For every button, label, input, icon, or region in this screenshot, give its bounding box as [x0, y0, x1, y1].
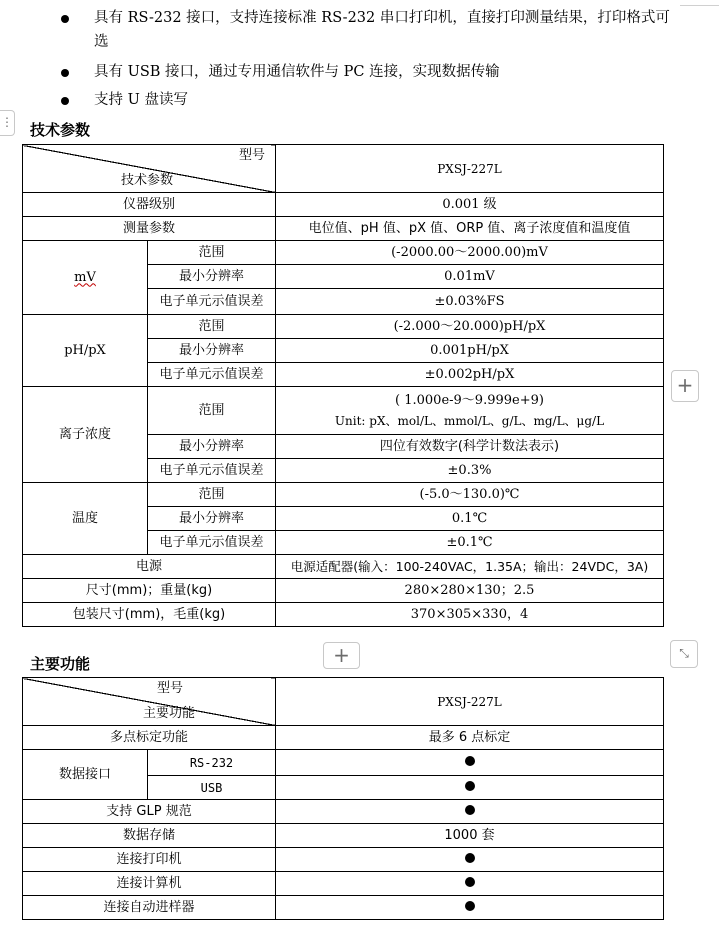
row-value: 1000 套: [276, 824, 664, 848]
row-label: 电子单元示值误差: [148, 289, 276, 315]
table-row: [23, 726, 664, 750]
group-label-data-interface: 数据接口: [23, 750, 148, 800]
row-value: 280×280×130；2.5: [276, 579, 664, 603]
table-row: [23, 824, 664, 848]
group-label-ion: 离子浓度: [23, 387, 148, 483]
header-model-label: 型号: [156, 681, 183, 696]
group-label-temp: 温度: [23, 483, 148, 555]
table-row: [23, 579, 664, 603]
table-row: [23, 603, 664, 627]
bullet-usb: 具有 USB 接口，通过专用通信软件与 PC 连接，实现数据传输: [58, 60, 678, 84]
row-label: 最小分辨率: [148, 339, 276, 363]
row-label: 最小分辨率: [148, 265, 276, 289]
diagonal-header-cell: [23, 678, 276, 726]
ion-range-value: [276, 387, 664, 435]
table-row: [23, 896, 664, 920]
row-value: 最多 6 点标定: [276, 726, 664, 750]
table-row: [23, 193, 664, 217]
row-value: ±0.3%: [276, 459, 664, 483]
row-label: 范围: [148, 241, 276, 265]
row-label: 最小分辨率: [148, 507, 276, 531]
add-row-plus-icon[interactable]: +: [323, 642, 360, 669]
row-value: [276, 776, 664, 800]
table-row: [23, 315, 664, 339]
row-value: (-5.0～130.0)℃: [276, 483, 664, 507]
row-label: 支持 GLP 规范: [23, 800, 276, 824]
row-label: 电子单元示值误差: [148, 531, 276, 555]
row-label: 电子单元示值误差: [148, 459, 276, 483]
row-label: 数据存储: [23, 824, 276, 848]
main-functions-table: [22, 677, 664, 920]
row-label: 尺寸(mm)；重量(kg): [23, 579, 276, 603]
row-label: 最小分辨率: [148, 435, 276, 459]
row-label: 电子单元示值误差: [148, 363, 276, 387]
bullet-udisk: 支持 U 盘读写: [58, 88, 678, 112]
row-label: 范围: [148, 483, 276, 507]
row-label: USB: [148, 776, 276, 800]
row-value: 370×305×330，4: [276, 603, 664, 627]
supported-dot-icon: [465, 877, 475, 887]
header-functions-label: 主要功能: [143, 706, 196, 721]
row-value: 电位值、pH 值、pX 值、ORP 值、离子浓度值和温度值: [276, 217, 664, 241]
supported-dot-icon: [465, 805, 475, 815]
row-value: [276, 800, 664, 824]
row-label: 测量参数: [23, 217, 276, 241]
row-value: ±0.03%FS: [276, 289, 664, 315]
row-label: 范围: [148, 315, 276, 339]
row-label: 范围: [148, 387, 276, 435]
row-label: 连接打印机: [23, 848, 276, 872]
supported-dot-icon: [465, 781, 475, 791]
group-label-mv: [23, 241, 148, 315]
supported-dot-icon: [465, 853, 475, 863]
diagonal-header-cell: [23, 145, 276, 193]
row-label: 连接自动进样器: [23, 896, 276, 920]
model-number: PXSJ-227L: [276, 145, 664, 193]
group-label-ph: pH/pX: [23, 315, 148, 387]
row-label: RS-232: [148, 750, 276, 776]
table-row: [23, 241, 664, 265]
table-row: [23, 872, 664, 896]
row-value: 0.001 级: [276, 193, 664, 217]
header-model-label: 型号: [238, 148, 265, 163]
row-label: 仪器级别: [23, 193, 276, 217]
ion-unit-line: Unit: pX、mol/L、mmol/L、g/L、mg/L、μg/L: [334, 413, 605, 428]
row-value: 电源适配器(输入：100-240VAC，1.35A；输出：24VDC，3A): [276, 555, 664, 579]
mv-label: mV: [74, 269, 96, 285]
table-row: [23, 145, 664, 193]
row-label: 连接计算机: [23, 872, 276, 896]
row-value: 0.1℃: [276, 507, 664, 531]
row-value: [276, 750, 664, 776]
table-row: [23, 217, 664, 241]
row-value: ±0.1℃: [276, 531, 664, 555]
section-title-tech-params: 技术参数: [30, 121, 91, 139]
model-number: PXSJ-227L: [276, 678, 664, 726]
bullet-rs232: 具有 RS-232 接口，支持连接标准 RS-232 串口打印机，直接打印测量结果，打印格式可选: [58, 6, 678, 54]
row-value: [276, 896, 664, 920]
page-edge-line: [680, 5, 719, 6]
row-value: [276, 848, 664, 872]
table-row: [23, 678, 664, 726]
ion-range-line: ( 1.000e-9～9.999e+9): [395, 392, 544, 408]
table-row: [23, 848, 664, 872]
supported-dot-icon: [465, 756, 475, 766]
section-title-main-functions: 主要功能: [30, 655, 91, 673]
table-row: [23, 387, 664, 435]
row-value: (-2.000～20.000)pH/pX: [276, 315, 664, 339]
table-row: [23, 555, 664, 579]
row-value: (-2000.00～2000.00)mV: [276, 241, 664, 265]
row-value: 0.01mV: [276, 265, 664, 289]
header-params-label: 技术参数: [121, 173, 174, 188]
row-label: 电源: [23, 555, 276, 579]
add-row-plus-icon[interactable]: +: [671, 370, 699, 402]
table-row: [23, 483, 664, 507]
feature-bullet-list: [58, 6, 678, 112]
row-value: 0.001pH/pX: [276, 339, 664, 363]
supported-dot-icon: [465, 901, 475, 911]
tech-params-table: [22, 144, 664, 627]
row-label: 多点标定功能: [23, 726, 276, 750]
drag-handle-icon[interactable]: ⋮: [0, 110, 15, 136]
row-value: 四位有效数字(科学计数法表示): [276, 435, 664, 459]
row-label: 包装尺寸(mm)，毛重(kg): [23, 603, 276, 627]
row-value: [276, 872, 664, 896]
table-row: [23, 750, 664, 776]
table-row: [23, 800, 664, 824]
resize-corner-icon[interactable]: ⤡: [670, 640, 698, 668]
row-value: ±0.002pH/pX: [276, 363, 664, 387]
